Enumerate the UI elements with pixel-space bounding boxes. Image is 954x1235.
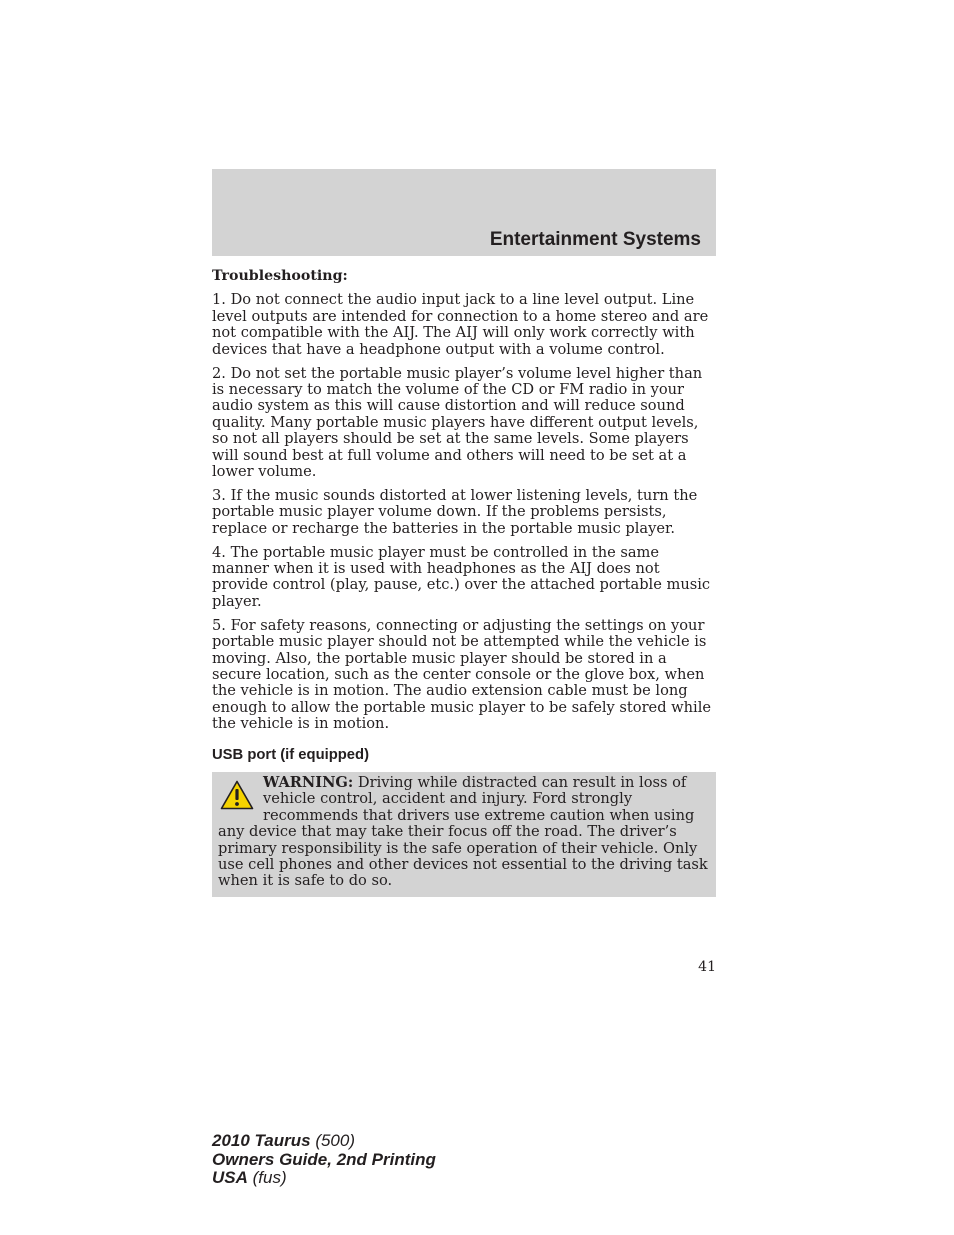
page-number: 41 bbox=[698, 959, 716, 975]
warning-text: Driving while distracted can result in loss of vehicle control, accident and injury. Ford strongly recommends that drivers use extreme caution when using any device that may take their focus off the road. The driver’s primary responsibility is the safe operation of their vehicle. Only use cell phones and other devices not essential to the driving task when it is safe to do so. bbox=[218, 773, 708, 890]
section-header-band bbox=[212, 169, 716, 256]
footer-line-market bbox=[212, 1169, 436, 1188]
warning-triangle-icon bbox=[220, 780, 254, 810]
section-title: Entertainment Systems bbox=[489, 229, 701, 250]
page-content bbox=[212, 268, 716, 897]
footer-model: 2010 Taurus bbox=[212, 1131, 311, 1150]
troubleshooting-item-3: 3. If the music sounds distorted at lower listening levels, turn the portable music player volume down. If the problems persists, replace or recharge the batteries in the portable music player. bbox=[212, 486, 698, 537]
troubleshooting-item-1: 1. Do not connect the audio input jack to a line level output. Line level outputs are intended for connection to a home stereo and are not compatible with the AIJ. The AIJ will only work correctly with devices that have a headphone output with a volume control. bbox=[212, 291, 709, 358]
footer-market: USA bbox=[212, 1168, 248, 1187]
footer-edition-info bbox=[212, 1132, 436, 1188]
usb-port-heading: USB port (if equipped) bbox=[212, 746, 369, 763]
footer-market-code: (fus) bbox=[247, 1168, 287, 1187]
troubleshooting-item-2: 2. Do not set the portable music player’s volume level higher than is necessary to match the volume of the CD or FM radio in your audio system as this will cause distortion and will reduce sound quality. Many portable music players have different output levels, so not all players should be set at the same levels. Some players will sound best at full volume and others will need to be set at a lower volume. bbox=[212, 364, 703, 480]
warning-label: WARNING: bbox=[263, 773, 354, 791]
footer-line-model bbox=[212, 1132, 436, 1151]
troubleshooting-heading: Troubleshooting: bbox=[212, 268, 348, 284]
troubleshooting-item-5: 5. For safety reasons, connecting or adjusting the settings on your portable music player should not be attempted while the vehicle is moving. Also, the portable music player should be stored in a secure location, such as the center console or the glove box, when the vehicle is in motion. The audio extension cable must be long enough to allow the portable music player to be safely stored while the vehicle is in motion. bbox=[212, 616, 712, 733]
footer-model-code: (500) bbox=[310, 1131, 356, 1150]
footer-guide: Owners Guide, 2nd Printing bbox=[212, 1149, 436, 1169]
footer-line-guide bbox=[212, 1151, 436, 1170]
warning-box bbox=[212, 772, 716, 897]
troubleshooting-item-4: 4. The portable music player must be controlled in the same manner when it is used with headphones as the AIJ does not provide control (play, pause, etc.) over the attached portable music player. bbox=[212, 543, 711, 610]
